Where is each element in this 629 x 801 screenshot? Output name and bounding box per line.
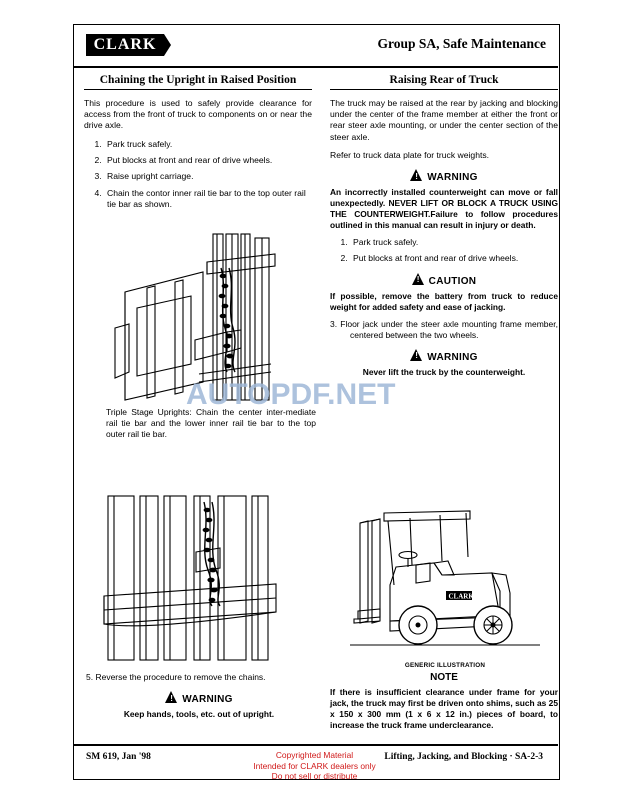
list-item: 2. Put blocks at front and rear of drive wheels.: [350, 253, 558, 264]
upright-chained-figure: [95, 232, 305, 402]
right-step-3: 3. Floor jack under the steer axle mounting frame member, centered between the two wheels.: [330, 318, 558, 340]
generic-illustration-label: GENERIC ILLUSTRATION: [404, 662, 486, 669]
footer-divider: [74, 744, 558, 746]
front-wheel: [399, 606, 437, 644]
header-divider: [74, 66, 558, 68]
header-title: Group SA, Safe Maintenance: [377, 36, 546, 51]
warning-triangle-icon: [410, 349, 423, 361]
right-caution-heading: [330, 273, 558, 287]
left-warning-label: WARNING: [182, 694, 233, 705]
svg-text:CLARK: CLARK: [448, 592, 474, 601]
copyright-line-3: Do not sell or distribute: [271, 771, 358, 781]
note-block: [330, 672, 558, 737]
right-intro-text: The truck may be raised at the rear by jacking and blocking under the center of the frame member at either the front or rear steer axle mounting, or under the center section of the steer axle.: [330, 98, 558, 142]
right-caution-label: CAUTION: [428, 275, 477, 287]
right-warning2-label: WARNING: [427, 351, 478, 363]
right-column-title: Raising Rear of Truck: [330, 74, 558, 90]
left-intro-text: This procedure is used to safely provide clearance for access from the front of truck to components on or near the drive axle.: [84, 98, 312, 131]
tie-bar-closeup-figure: [100, 492, 300, 662]
right-warning2-heading: [330, 349, 558, 363]
left-column-title: Chaining the Upright in Raised Position: [84, 74, 312, 90]
list-item: 3. Raise upright carriage.: [104, 171, 312, 182]
list-item: 4. Chain the contor inner rail tie bar to the top outer rail tie bar as shown.: [104, 188, 312, 211]
footer-manual-id: SM 619, Jan '98: [86, 752, 151, 762]
footer-section-id: Lifting, Jacking, and Blocking · SA-2-3: [384, 752, 543, 762]
left-warning-text: Keep hands, tools, etc. out of upright.: [123, 709, 275, 719]
right-warning1-heading: [330, 169, 558, 183]
note-text: If there is insufficient clearance under frame for your jack, the truck may first be driven onto shims, such as 25 x 150 x 300 mm (1 x 6 x 12 in.) pieces of board, to increase the truck frame underclearance.: [330, 687, 558, 730]
triple-stage-caption: [106, 407, 316, 440]
upright-chained-illustration: [95, 232, 305, 402]
right-caution-text: If possible, remove the battery from truck to reduce weight for added safety and ease of jacking.: [330, 290, 558, 312]
figure-caption-text: Triple Stage Uprights: Chain the center inter-mediate rail tie bar and the lower inner rail tie bar to the top outer rail tie bar.: [106, 407, 316, 439]
right-warning1-label: WARNING: [427, 172, 478, 184]
right-steps-list: [330, 237, 558, 265]
left-column: [84, 74, 312, 217]
page-header: [74, 26, 558, 66]
left-steps-list: [84, 139, 312, 211]
forklift-illustration: [350, 505, 540, 655]
warning-triangle-icon: [410, 169, 423, 181]
copyright-line-1: Copyrighted Material: [275, 750, 354, 760]
list-item: 1. Park truck safely.: [104, 139, 312, 150]
caution-triangle-icon: [412, 273, 425, 285]
left-step-5: 5. Reverse the procedure to remove the chains.: [86, 672, 266, 682]
list-item: 1. Park truck safely.: [350, 237, 558, 248]
clark-logo: CLARK: [86, 34, 164, 56]
left-warning-heading: [86, 691, 312, 705]
warning-triangle-icon: [165, 691, 178, 703]
right-warning2-text: Never lift the truck by the counterweight.: [362, 366, 526, 377]
right-refer-text: Refer to truck data plate for truck weights.: [330, 149, 490, 160]
copyright-line-2: Intended for CLARK dealers only: [253, 760, 376, 771]
watermark: AUTOPDF.NET: [186, 378, 396, 411]
tie-bar-closeup-illustration: [100, 492, 300, 662]
rear-wheel: [474, 606, 512, 644]
right-warning1-text: An incorrectly installed counterweight can move or fall unexpectedly. NEVER LIFT OR BLOCK A TRUCK USING THE COUNTERWEIGHT.Failure to follow procedures outlined in this manual can result in injury or death.: [330, 187, 558, 231]
left-bottom-block: [86, 672, 312, 726]
note-label: NOTE: [430, 672, 458, 683]
forklift-figure: [350, 505, 540, 669]
list-item: 2. Put blocks at front and rear of drive wheels.: [104, 155, 312, 166]
right-column: [330, 74, 558, 384]
